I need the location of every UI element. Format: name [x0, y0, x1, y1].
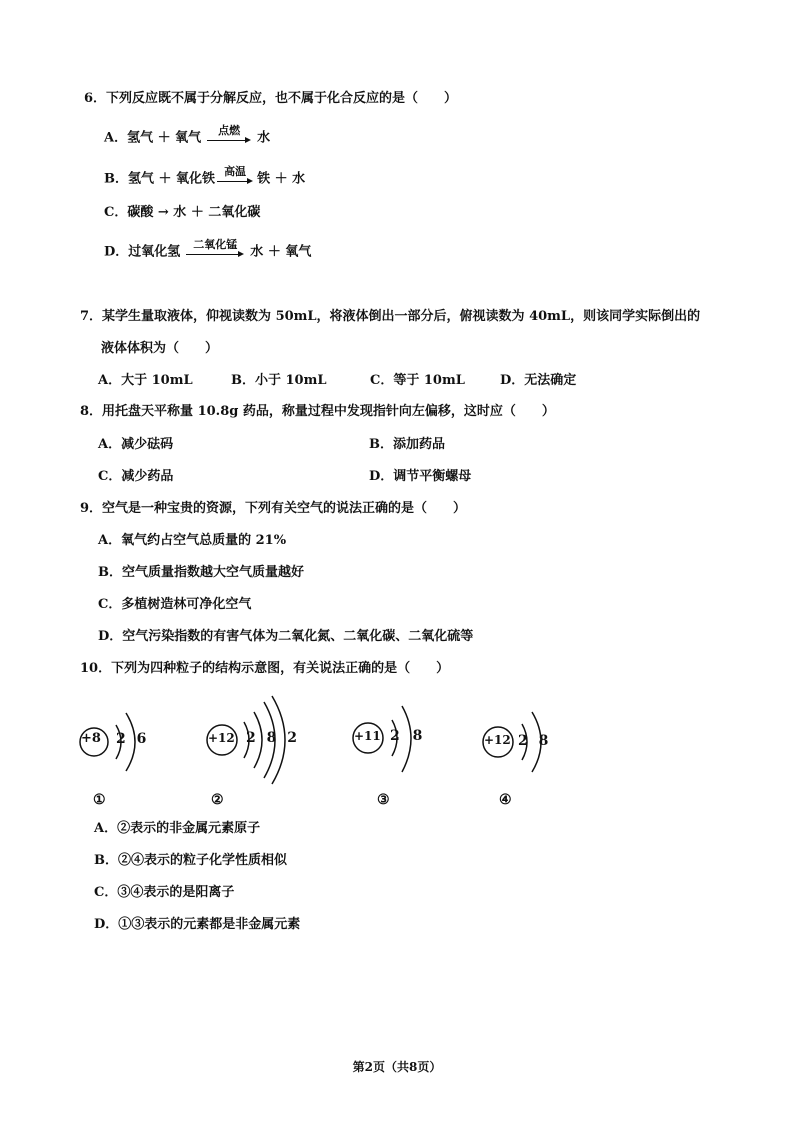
q9-option-c: C．多植树造林可净化空气 [98, 597, 252, 612]
atom-label-3: ③ [377, 792, 390, 808]
q8-stem: 8．用托盘天平称量 10.8g 药品，称量过程中发现指针向左偏移，这时应（ ） [80, 404, 555, 419]
q6-option-b [104, 165, 306, 189]
q7-stem-line1: 7．某学生量取液体，仰视读数为 50mL，将液体倒出一部分后，俯视读数为 40mL，则该同学实际倒出的 [80, 309, 701, 324]
atom-diagram-3 [350, 692, 440, 788]
atom-label-1: ① [93, 792, 106, 808]
q6-option-a [104, 124, 271, 148]
q6-option-c [104, 204, 260, 222]
atom-label-4: ④ [499, 792, 512, 808]
electron-config: 2 6 [116, 731, 150, 747]
reaction-condition: 点燃 [218, 124, 241, 137]
q8-option-b: B．添加药品 [369, 437, 445, 452]
electron-config: 2 8 [518, 733, 552, 749]
atom-diagram-4 [478, 692, 578, 788]
q6-c-text: 碳酸 → 水 ＋ 二氧化碳 [127, 205, 261, 220]
q6-stem: 6．下列反应既不属于分解反应，也不属于化合反应的是（ ） [84, 91, 458, 106]
q6-b-right: 铁 ＋ 水 [257, 171, 306, 187]
atom-diagram-1 [78, 695, 158, 785]
nucleus-charge: +12 [208, 731, 235, 745]
q7-option-b: B．小于 10mL [231, 373, 327, 388]
reaction-condition: 高温 [224, 165, 247, 178]
q6-a-left: 氢气 ＋ 氧气 [127, 130, 202, 146]
q6-b-left: 氢气 ＋ 氧化铁 [128, 171, 216, 187]
atom-label-2: ② [211, 792, 224, 808]
q6-c-letter: C． [104, 205, 128, 220]
q10-option-b: B．②④表示的粒子化学性质相似 [94, 853, 287, 868]
q10-option-d: D．①③表示的元素都是非金属元素 [94, 917, 301, 932]
q10-stem: 10．下列为四种粒子的结构示意图，有关说法正确的是（ ） [80, 661, 450, 676]
q8-option-a: A．减少砝码 [98, 437, 174, 452]
q6-d-letter: D． [104, 244, 129, 260]
page-number: 第2页（共8页） [352, 1060, 442, 1074]
reaction-arrow [207, 124, 251, 147]
q6-b-letter: B． [104, 171, 128, 187]
reaction-arrow [217, 165, 253, 188]
electron-config: 2 8 [390, 728, 427, 744]
q9-stem: 9．空气是一种宝贵的资源，下列有关空气的说法正确的是（ ） [80, 501, 467, 516]
q7-stem-line2: 液体体积为（ ） [101, 341, 219, 356]
q6-option-d [104, 238, 312, 262]
q6-d-right: 水 ＋ 氧气 [250, 244, 312, 260]
electron-config: 2 8 2 [246, 730, 300, 746]
atom-diagram-2 [202, 692, 312, 788]
q9-option-d: D．空气污染指数的有害气体为二氧化氮、二氧化碳、二氧化硫等 [98, 629, 474, 644]
q6-a-letter: A． [104, 130, 128, 146]
nucleus-charge: +12 [484, 733, 511, 747]
q10-option-a: A．②表示的非金属元素原子 [94, 821, 261, 836]
q6-d-left: 过氧化氢 [128, 244, 181, 260]
q10-option-c: C．③④表示的是阳离子 [94, 885, 235, 900]
q8-option-d: D．调节平衡螺母 [369, 469, 472, 484]
reaction-arrow [186, 238, 244, 261]
nucleus-charge: +11 [354, 729, 381, 743]
q9-option-a: A．氧气约占空气总质量的 21% [98, 533, 287, 548]
q9-option-b: B．空气质量指数越大空气质量越好 [98, 565, 304, 580]
q7-option-a: A．大于 10mL [98, 373, 193, 388]
q7-option-d: D．无法确定 [500, 373, 577, 388]
reaction-condition: 二氧化锰 [193, 238, 238, 251]
nucleus-charge: +8 [81, 731, 101, 746]
q8-option-c: C．减少药品 [98, 469, 174, 484]
q7-option-c: C．等于 10mL [370, 373, 465, 388]
q6-a-right: 水 [257, 130, 271, 146]
